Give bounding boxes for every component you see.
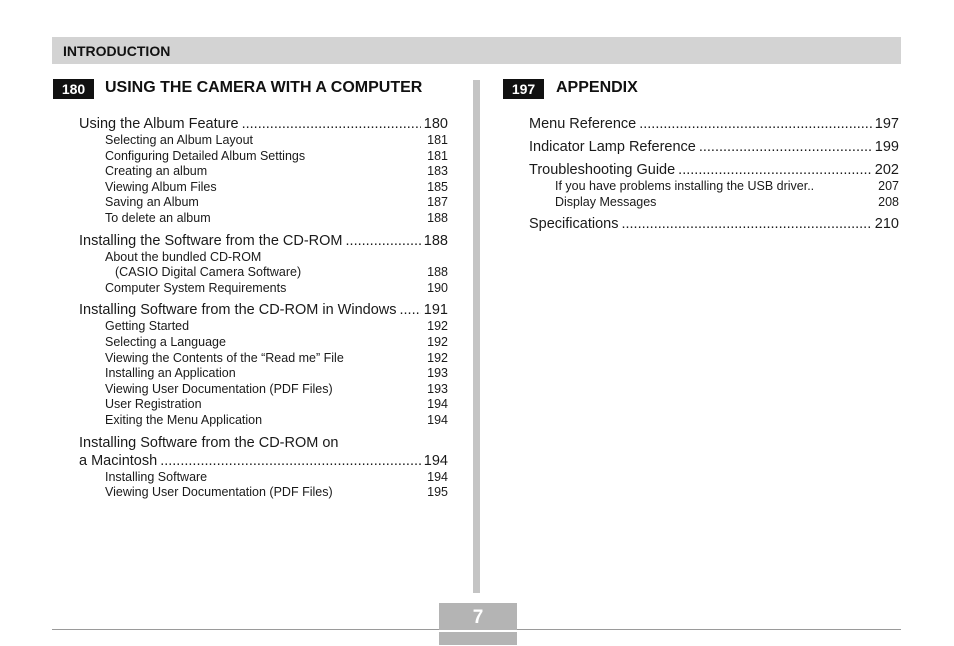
toc-entry[interactable] <box>529 161 899 179</box>
toc-subentry[interactable] <box>79 265 448 281</box>
toc-entry-title: Saving an Album <box>105 195 199 210</box>
toc-subentry[interactable] <box>79 382 448 398</box>
toc-subentry[interactable] <box>79 211 448 227</box>
toc-entry-page: 191 <box>423 302 448 319</box>
page-number-tab <box>439 603 517 645</box>
left-section-badge: 180 <box>53 79 94 99</box>
toc-entry-title: Creating an album <box>105 164 208 179</box>
toc-entry-page: 197 <box>874 116 899 132</box>
toc-entry-title: Specifications <box>529 216 619 233</box>
toc-entry-title: To delete an album <box>105 210 211 225</box>
toc-entry-title: Exiting the Menu Application <box>105 412 263 427</box>
toc-entry[interactable] <box>529 138 899 156</box>
toc-subentry[interactable] <box>79 149 448 165</box>
toc-leader-dots <box>242 115 421 133</box>
toc-entry-page: 202 <box>874 162 899 178</box>
toc-entry-title: About the bundled CD-ROM <box>105 249 262 264</box>
toc-entry-title: Viewing Album Files <box>105 179 217 194</box>
toc-leader-dots <box>160 452 421 470</box>
toc-leader-dots <box>639 115 872 133</box>
section-header-title: INTRODUCTION <box>63 43 171 59</box>
toc-leader-dots <box>699 138 872 156</box>
toc-entry-page: 193 <box>427 366 448 381</box>
toc-entry-title: Installing Software from the CD-ROM on <box>79 434 339 451</box>
toc-subentry[interactable] <box>79 195 448 211</box>
toc-subentry[interactable] <box>79 397 448 413</box>
toc-subentry[interactable] <box>79 133 448 149</box>
toc-entry[interactable] <box>529 215 899 233</box>
toc-entry[interactable] <box>79 434 448 452</box>
toc-subentry[interactable] <box>79 335 448 351</box>
toc-entry-title: Viewing User Documentation (PDF Files) <box>105 381 333 396</box>
toc-entry-page: 192 <box>427 319 448 334</box>
toc-entry-page: 199 <box>874 139 899 155</box>
toc-entry-page: 192 <box>427 334 448 349</box>
toc-leader-dots <box>400 301 421 319</box>
toc-entry-page: 188 <box>427 210 448 225</box>
toc-subentry[interactable] <box>529 179 899 195</box>
toc-entry-page: 210 <box>874 216 899 233</box>
left-section-title: USING THE CAMERA WITH A COMPUTER <box>105 79 423 96</box>
toc-entry-page: 208 <box>878 194 899 209</box>
toc-entry-title: User Registration <box>105 397 202 412</box>
toc-entry[interactable] <box>79 452 448 470</box>
toc-entry-page: 188 <box>423 232 448 249</box>
toc-entry-title: Display Messages <box>555 194 657 209</box>
toc-entry-title: If you have problems installing the USB driver.. <box>555 179 815 193</box>
toc-leader-dots <box>346 232 421 250</box>
toc-entry-title: Selecting an Album Layout <box>105 133 254 147</box>
toc-entry-title: Menu Reference <box>529 116 637 132</box>
toc-entry-title: a Macintosh <box>79 452 158 469</box>
toc-entry-page: 194 <box>423 452 448 469</box>
toc-subentry[interactable] <box>79 366 448 382</box>
toc-subentry[interactable] <box>79 485 448 501</box>
toc-entry-title: Installing the Software from the CD-ROM <box>79 232 343 249</box>
toc-subentry[interactable] <box>79 250 448 266</box>
toc-subentry[interactable] <box>79 319 448 335</box>
toc-entry-title: (CASIO Digital Camera Software) <box>115 265 302 280</box>
toc-entry[interactable] <box>79 301 448 319</box>
toc-entry-page: 194 <box>427 469 448 484</box>
column-divider <box>473 80 480 593</box>
toc-entry-page: 195 <box>427 485 448 500</box>
right-section-badge: 197 <box>503 79 544 99</box>
left-toc-list <box>79 115 448 501</box>
toc-entry-title: Installing an Application <box>105 366 236 381</box>
toc-entry-page: 193 <box>427 381 448 396</box>
toc-entry-title: Using the Album Feature <box>79 116 239 132</box>
toc-entry[interactable] <box>529 115 899 133</box>
toc-entry-page: 194 <box>427 397 448 412</box>
toc-entry[interactable] <box>79 115 448 133</box>
toc-entry-page: 190 <box>427 280 448 295</box>
page-number-stripe <box>439 630 517 632</box>
section-header-bar <box>52 37 901 64</box>
toc-entry-page: 187 <box>427 195 448 210</box>
toc-entry-title: Selecting a Language <box>105 334 226 349</box>
toc-entry-page: 183 <box>427 164 448 179</box>
toc-leader-dots <box>678 161 872 179</box>
right-section-title: APPENDIX <box>556 79 638 96</box>
toc-entry-page: 192 <box>427 350 448 365</box>
right-toc-list <box>529 115 899 233</box>
toc-leader-dots <box>621 215 871 233</box>
toc-entry-page: 188 <box>427 265 448 280</box>
toc-entry-page: 185 <box>427 179 448 194</box>
toc-entry-title: Viewing the Contents of the “Read me” File <box>105 350 344 365</box>
toc-subentry[interactable] <box>79 281 448 297</box>
toc-entry-page: 207 <box>878 179 899 193</box>
toc-subentry[interactable] <box>529 195 899 211</box>
toc-subentry[interactable] <box>79 470 448 486</box>
page-number: 7 <box>472 607 484 628</box>
toc-entry-title: Installing Software from the CD-ROM in Windows <box>79 302 397 319</box>
toc-entry-title: Viewing User Documentation (PDF Files) <box>105 485 333 500</box>
toc-entry[interactable] <box>79 232 448 250</box>
toc-entry-title: Computer System Requirements <box>105 280 287 295</box>
toc-entry-page: 194 <box>427 412 448 427</box>
toc-entry-page: 181 <box>427 148 448 163</box>
toc-entry-title: Installing Software <box>105 469 208 484</box>
toc-entry-title: Getting Started <box>105 319 190 334</box>
toc-entry-title: Indicator Lamp Reference <box>529 139 696 155</box>
toc-entry-page: 181 <box>427 133 448 147</box>
toc-subentry[interactable] <box>79 413 448 429</box>
toc-subentry[interactable] <box>79 180 448 196</box>
toc-entry-page: 180 <box>423 116 448 132</box>
toc-entry-title: Configuring Detailed Album Settings <box>105 148 306 163</box>
toc-entry-title: Troubleshooting Guide <box>529 162 676 178</box>
toc-subentry[interactable] <box>79 351 448 367</box>
toc-subentry[interactable] <box>79 164 448 180</box>
